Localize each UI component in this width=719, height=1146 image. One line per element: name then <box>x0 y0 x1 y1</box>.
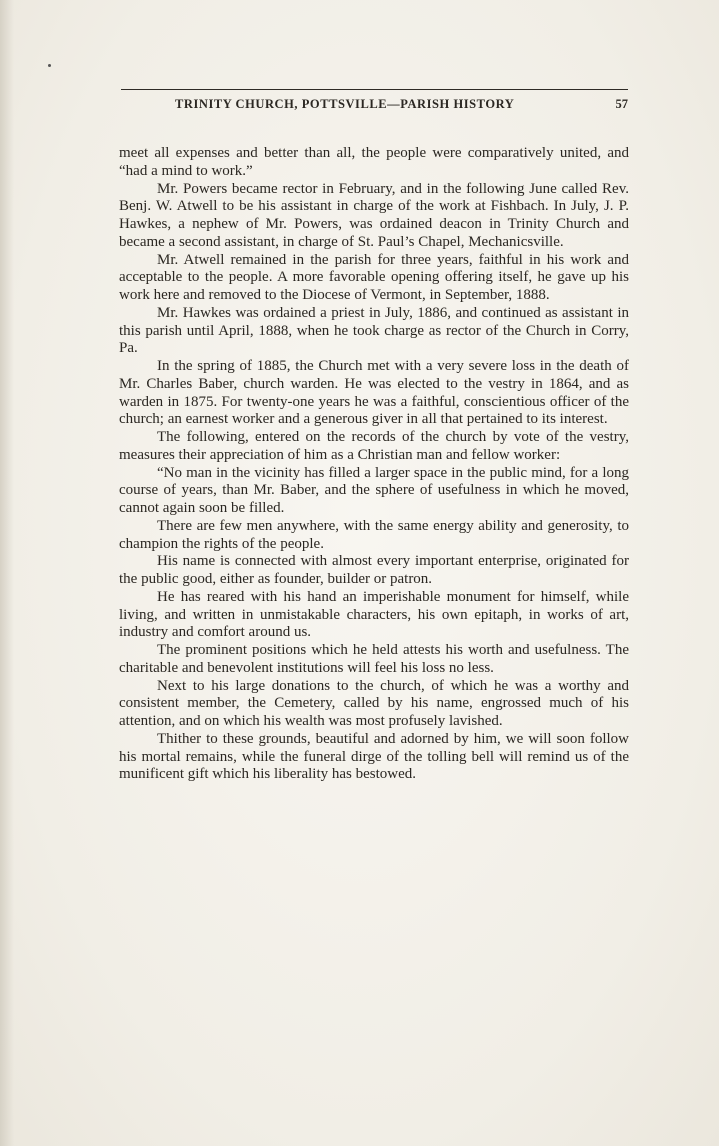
page-header <box>121 97 628 117</box>
running-head: TRINITY CHURCH, POTTSVILLE—PARISH HISTORY <box>175 97 515 111</box>
paragraph: Mr. Powers became rector in February, and in the following June called Rev. Benj. W. Atwell to be his assistant in charge of the work at Fishbach. In July, J. P. Hawkes, a nephew of Mr. Powers, was ordained deacon in Trinity Church and became a second assistant, in charge of St. Paul’s Chapel, Mechanicsville. <box>119 180 629 250</box>
quote-paragraph: He has reared with his hand an imperishable monument for himself, while living, and written in unmistakable characters, his own epitaph, in works of art, industry and comfort around us. <box>119 588 629 641</box>
quote-paragraph: His name is connected with almost every important enterprise, originated for the public good, either as founder, builder or patron. <box>119 553 629 587</box>
quote-paragraph: The prominent positions which he held attests his worth and usefulness. The charitable and benevolent institutions will feel his loss no less. <box>119 642 629 676</box>
paper-speck <box>48 64 51 67</box>
page-number: 57 <box>615 97 628 111</box>
quote-paragraph: “No man in the vicinity has filled a larger space in the public mind, for a long course of years, than Mr. Baber, and the sphere of usefulness in which he moved, cannot again soon be filled. <box>119 464 629 516</box>
paragraph: meet all expenses and better than all, the people were comparatively united, and “had a mind to work.” <box>119 145 629 179</box>
header-rule <box>121 89 628 90</box>
paragraph: The following, entered on the records of the church by vote of the vestry, measures their appreciation of him as a Christian man and fellow worker: <box>119 429 629 463</box>
quote-paragraph: Next to his large donations to the church, of which he was a worthy and consistent member, the Cemetery, called by his name, engrossed much of his attention, and on which his wealth was most profusely lavished. <box>119 677 629 729</box>
paragraph: Mr. Hawkes was ordained a priest in July, 1886, and continued as assistant in this parish until April, 1888, when he took charge as rector of the Church in Corry, Pa. <box>119 304 629 357</box>
paragraph: Mr. Atwell remained in the parish for three years, faithful in his work and acceptable to the people. A more favorable opening offering itself, he gave up his work here and removed to the Diocese of Vermont, in September, 1888. <box>119 251 629 303</box>
quote-paragraph: Thither to these grounds, beautiful and adorned by him, we will soon follow his mortal remains, while the funeral dirge of the tolling bell will remind us of the munificent gift which his liberality has bestowed. <box>119 730 629 783</box>
body-text <box>119 145 629 784</box>
quote-paragraph: There are few men anywhere, with the same energy ability and generosity, to champion the rights of the people. <box>119 517 629 552</box>
binding-shadow <box>0 0 14 1146</box>
paragraph: In the spring of 1885, the Church met with a very severe loss in the death of Mr. Charles Baber, church warden. He was elected to the vestry in 1864, and as warden in 1875. For twenty-one years he was a faithful, conscientious officer of the church; an earnest worker and a generous giver in all that pertained to its interest. <box>119 358 629 428</box>
